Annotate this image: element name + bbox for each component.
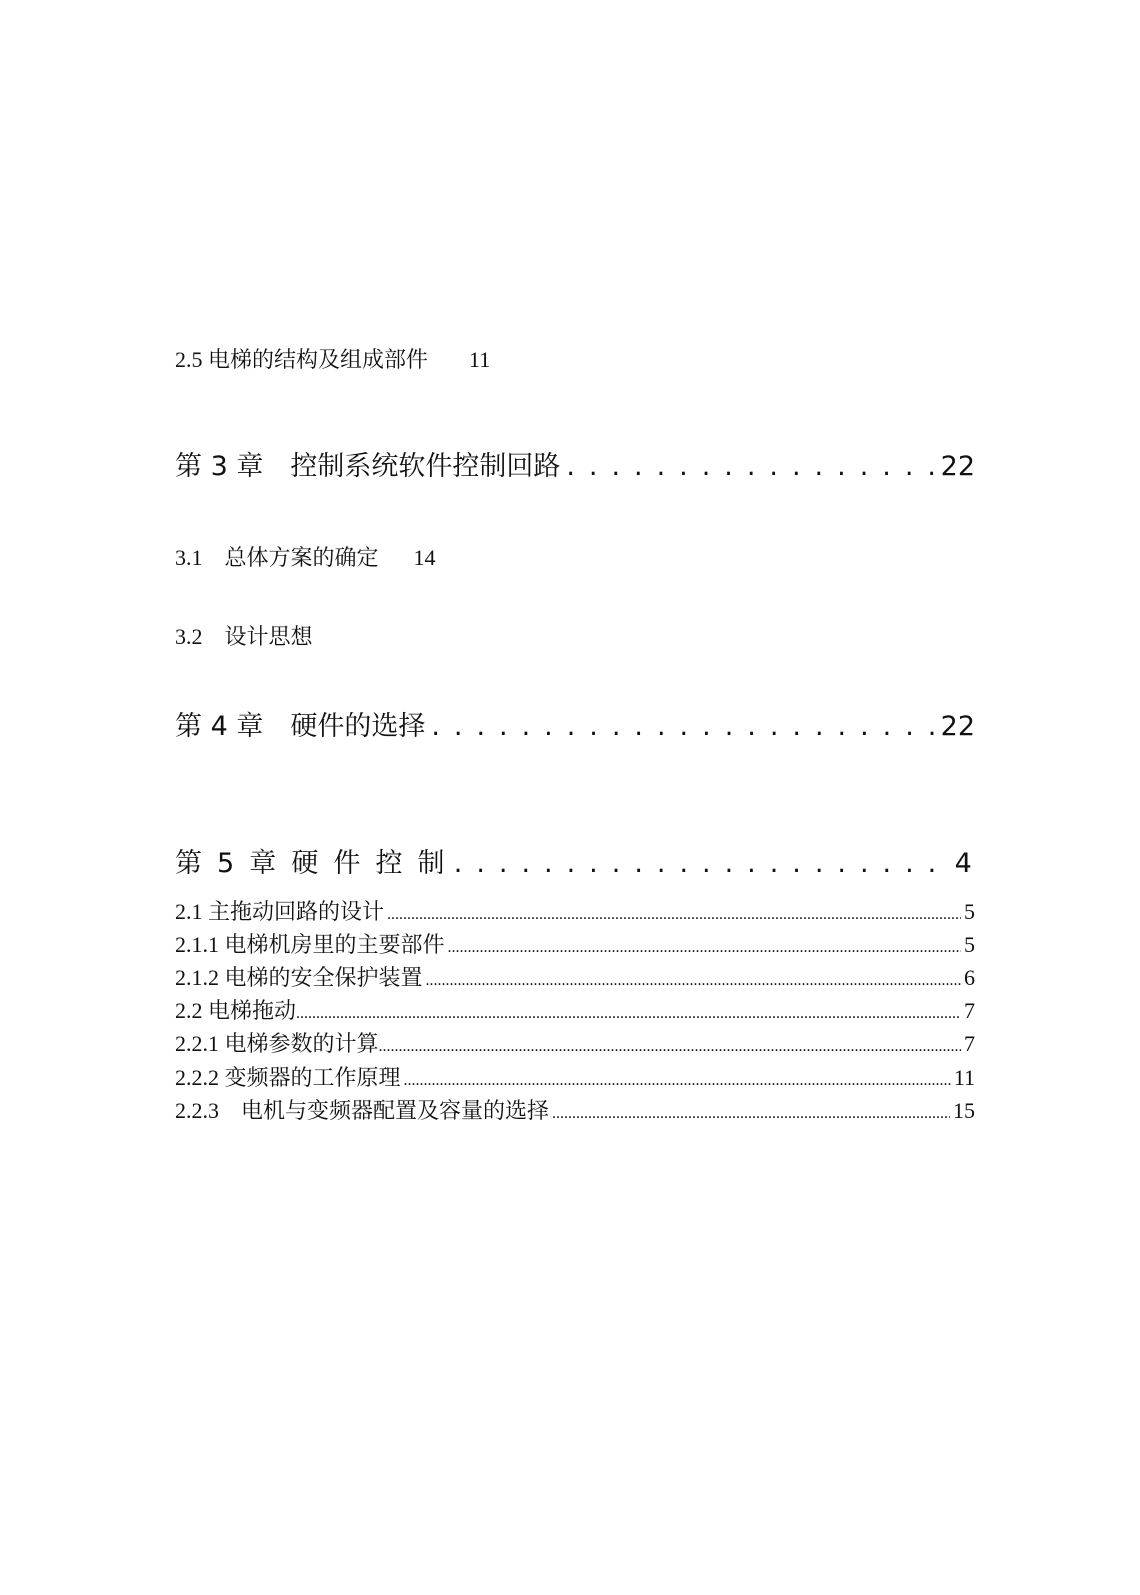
entry-title: 3.1 总体方案的确定 xyxy=(175,545,379,570)
entry-page-number: 5 xyxy=(964,899,975,924)
entry-title: 2.2 电梯拖动 xyxy=(175,998,297,1023)
entry-title: 2.2.2 变频器的工作原理 xyxy=(175,1065,401,1090)
entry-page-number: 7 xyxy=(964,998,975,1023)
chapter-title: 第 5 章 硬 件 控 制 xyxy=(175,848,448,879)
entry-title: 2.1 主拖动回路的设计 xyxy=(175,899,385,924)
dot-leader xyxy=(379,1038,961,1056)
toc-entry-2-1-1 xyxy=(175,928,975,959)
toc-entry-2-2-2 xyxy=(175,1061,975,1092)
dot-leader xyxy=(426,972,961,990)
entry-page-number: 6 xyxy=(964,965,975,990)
entry-title: 3.2 设计思想 xyxy=(175,624,313,649)
chapter-title: 第 4 章 硬件的选择 xyxy=(175,711,426,742)
dot-leader xyxy=(454,848,949,879)
entry-page-number: 15 xyxy=(953,1098,975,1123)
toc-entry-3-2 xyxy=(175,620,313,651)
toc-entry-2-2-3 xyxy=(175,1094,975,1125)
entry-title: 2.1.2 电梯的安全保护装置 xyxy=(175,965,423,990)
dot-leader xyxy=(552,1105,950,1123)
entry-title: 2.2.1 电梯参数的计算 xyxy=(175,1031,379,1056)
chapter-page-number: 22 xyxy=(940,451,975,482)
dot-leader xyxy=(448,939,961,957)
toc-entry-2-1-2 xyxy=(175,961,975,992)
toc-entry-2-2-1 xyxy=(175,1027,975,1058)
dot-leader xyxy=(431,711,934,742)
dot-leader xyxy=(566,451,934,482)
chapter-page-number: 22 xyxy=(940,711,975,742)
entry-title: 2.1.1 电梯机房里的主要部件 xyxy=(175,932,445,957)
toc-chapter-3 xyxy=(175,444,975,483)
chapter-page-number: 4 xyxy=(954,848,975,879)
toc-entry-2-2 xyxy=(175,994,975,1025)
dot-leader xyxy=(387,906,961,924)
toc-entry-2-1 xyxy=(175,895,975,926)
chapter-title: 第 3 章 控制系统软件控制回路 xyxy=(175,451,561,482)
toc-chapter-4 xyxy=(175,704,975,743)
dot-leader xyxy=(404,1072,951,1090)
entry-page-number: 5 xyxy=(964,932,975,957)
entry-page-number: 11 xyxy=(953,1065,975,1090)
entry-title: 2.5 电梯的结构及组成部件 xyxy=(175,347,429,372)
toc-entry-2-5 xyxy=(175,343,490,374)
entry-title: 2.2.3 电机与变频器配置及容量的选择 xyxy=(175,1098,550,1123)
toc-entry-3-1 xyxy=(175,541,436,572)
entry-page-number: 14 xyxy=(413,545,436,570)
entry-page-number: 7 xyxy=(964,1031,975,1056)
toc-chapter-5 xyxy=(175,841,975,880)
entry-page-number: 11 xyxy=(469,347,491,372)
dot-leader xyxy=(296,1005,961,1023)
